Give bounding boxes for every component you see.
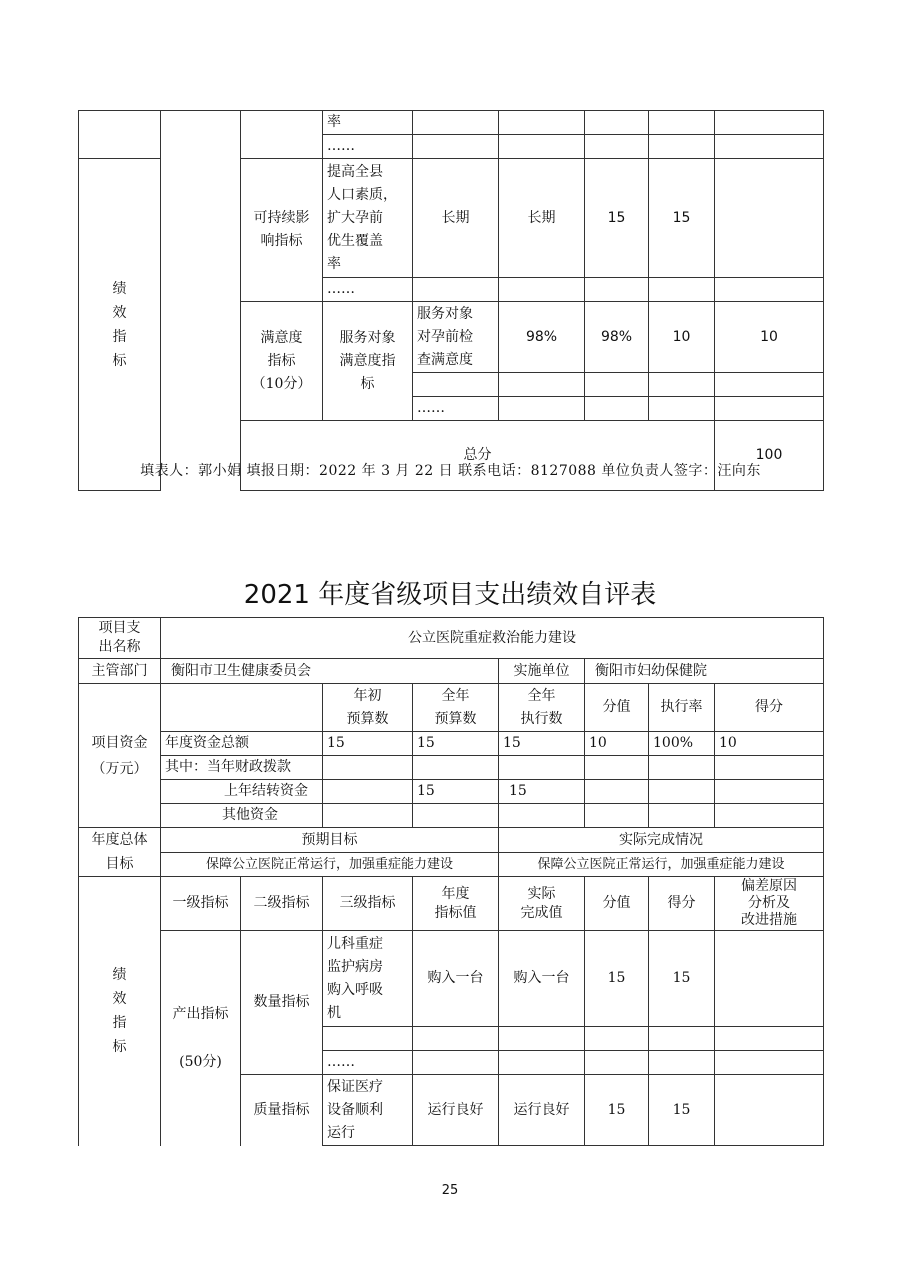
score-full: 15: [585, 1075, 649, 1146]
actual-value: 长期: [499, 159, 585, 278]
fund-row: [79, 732, 824, 756]
l2-cell: 数量指标: [241, 931, 323, 1075]
group-label: 绩 效 指 标: [79, 159, 161, 491]
perf-header: 二级指标: [241, 877, 323, 931]
fund-row: [79, 780, 824, 804]
evaluation-form: [78, 617, 824, 1146]
dept-label: 主管部门: [79, 659, 161, 684]
total-score-full: 100: [715, 421, 824, 491]
actual-value: 98%: [585, 302, 649, 373]
l3-cell: 保证医疗 设备顺利 运行: [323, 1075, 413, 1146]
score: 15: [649, 1075, 715, 1146]
l2-cell: 服务对象 满意度指 标: [323, 302, 413, 421]
l3-cell: 提高全县 人口素质， 扩大孕前 优生覆盖 率: [323, 159, 413, 278]
perf-header: 偏差原因 分析及 改进措施: [715, 877, 824, 931]
impl-label: 实施单位: [499, 659, 585, 684]
l2-cell: 质量指标: [241, 1075, 323, 1146]
l2-cell: 可持续影 响指标: [241, 159, 323, 302]
target-value: 98%: [499, 302, 585, 373]
perf-header: 分值: [585, 877, 649, 931]
ellipsis-cell: ……: [323, 135, 413, 159]
fund-row-label: 年度资金总额: [161, 732, 323, 756]
fund-row-label: 上年结转资金: [161, 780, 323, 804]
fund-header: 执行率: [649, 684, 715, 732]
l1-cell: 满意度 指标 （10分）: [241, 302, 323, 421]
goal-expected-label: 预期目标: [161, 828, 499, 853]
dept-value: 衡阳市卫生健康委员会: [161, 659, 499, 684]
goal-label: 年度总体 目标: [79, 828, 161, 877]
fund-value: 15: [413, 732, 499, 756]
fund-header: 得分: [715, 684, 824, 732]
fund-label: 项目资金 （万元）: [79, 684, 161, 828]
target-value: 长期: [413, 159, 499, 278]
fund-value: 15: [413, 780, 499, 804]
score: 15: [649, 931, 715, 1027]
output-label: 产出指标 (50分): [161, 931, 241, 1146]
blank-cell: [161, 111, 241, 491]
target-value: 购入一台: [413, 931, 499, 1027]
project-name-label: 项目支 出名称: [79, 618, 161, 659]
fund-value: 15: [499, 732, 585, 756]
goal-actual: 保障公立医院正常运行，加强重症能力建设: [499, 853, 824, 877]
fund-header: 分值: [585, 684, 649, 732]
signature-line: 填表人：郭小娟 填报日期：2022 年 3 月 22 日 联系电话：8127088 单位负责人签字：汪向东: [140, 463, 761, 479]
impl-value: 衡阳市妇幼保健院: [585, 659, 824, 684]
goal-actual-label: 实际完成情况: [499, 828, 824, 853]
perf-header: 得分: [649, 877, 715, 931]
fund-header: 全年 预算数: [413, 684, 499, 732]
fund-value: 100%: [649, 732, 715, 756]
blank-cell: [79, 111, 161, 159]
page-number: 25: [441, 1183, 459, 1198]
fund-header: 年初 预算数: [323, 684, 413, 732]
fund-row: [79, 804, 824, 828]
fund-value: 15: [499, 780, 585, 804]
continued-performance-table: [78, 110, 824, 491]
blank-cell: [241, 111, 323, 159]
perf-header: 一级指标: [161, 877, 241, 931]
ellipsis-cell: ……: [413, 397, 499, 421]
fund-value: 15: [323, 732, 413, 756]
fund-header: 全年 执行数: [499, 684, 585, 732]
perf-label: 绩 效 指 标: [79, 877, 161, 1146]
fund-row-label: 其中：当年财政拨款: [161, 756, 323, 780]
target-value: 运行良好: [413, 1075, 499, 1146]
score-full: 15: [585, 931, 649, 1027]
fund-row-label: 其他资金: [161, 804, 323, 828]
l3-cell: 儿科重症 监护病房 购入呼吸 机: [323, 931, 413, 1027]
ellipsis-cell: ……: [323, 1051, 413, 1075]
actual-value: 购入一台: [499, 931, 585, 1027]
fund-value: 10: [585, 732, 649, 756]
score: 15: [649, 159, 715, 278]
page-title: 2021 年度省级项目支出绩效自评表: [243, 580, 657, 610]
score-full: 15: [585, 159, 649, 278]
score-full: 10: [649, 302, 715, 373]
actual-value: 运行良好: [499, 1075, 585, 1146]
goal-expected: 保障公立医院正常运行，加强重症能力建设: [161, 853, 499, 877]
l3-cell: 率: [323, 111, 413, 135]
score: 10: [715, 302, 824, 373]
perf-header: 年度 指标值: [413, 877, 499, 931]
fund-row: [79, 756, 824, 780]
total-label: 总分: [241, 421, 715, 491]
fund-value: 10: [715, 732, 824, 756]
project-name: 公立医院重症救治能力建设: [161, 618, 824, 659]
perf-header: 三级指标: [323, 877, 413, 931]
perf-header: 实际 完成值: [499, 877, 585, 931]
ellipsis-cell: ……: [323, 278, 413, 302]
l3-cell: 服务对象 对孕前检 查满意度: [413, 302, 499, 373]
